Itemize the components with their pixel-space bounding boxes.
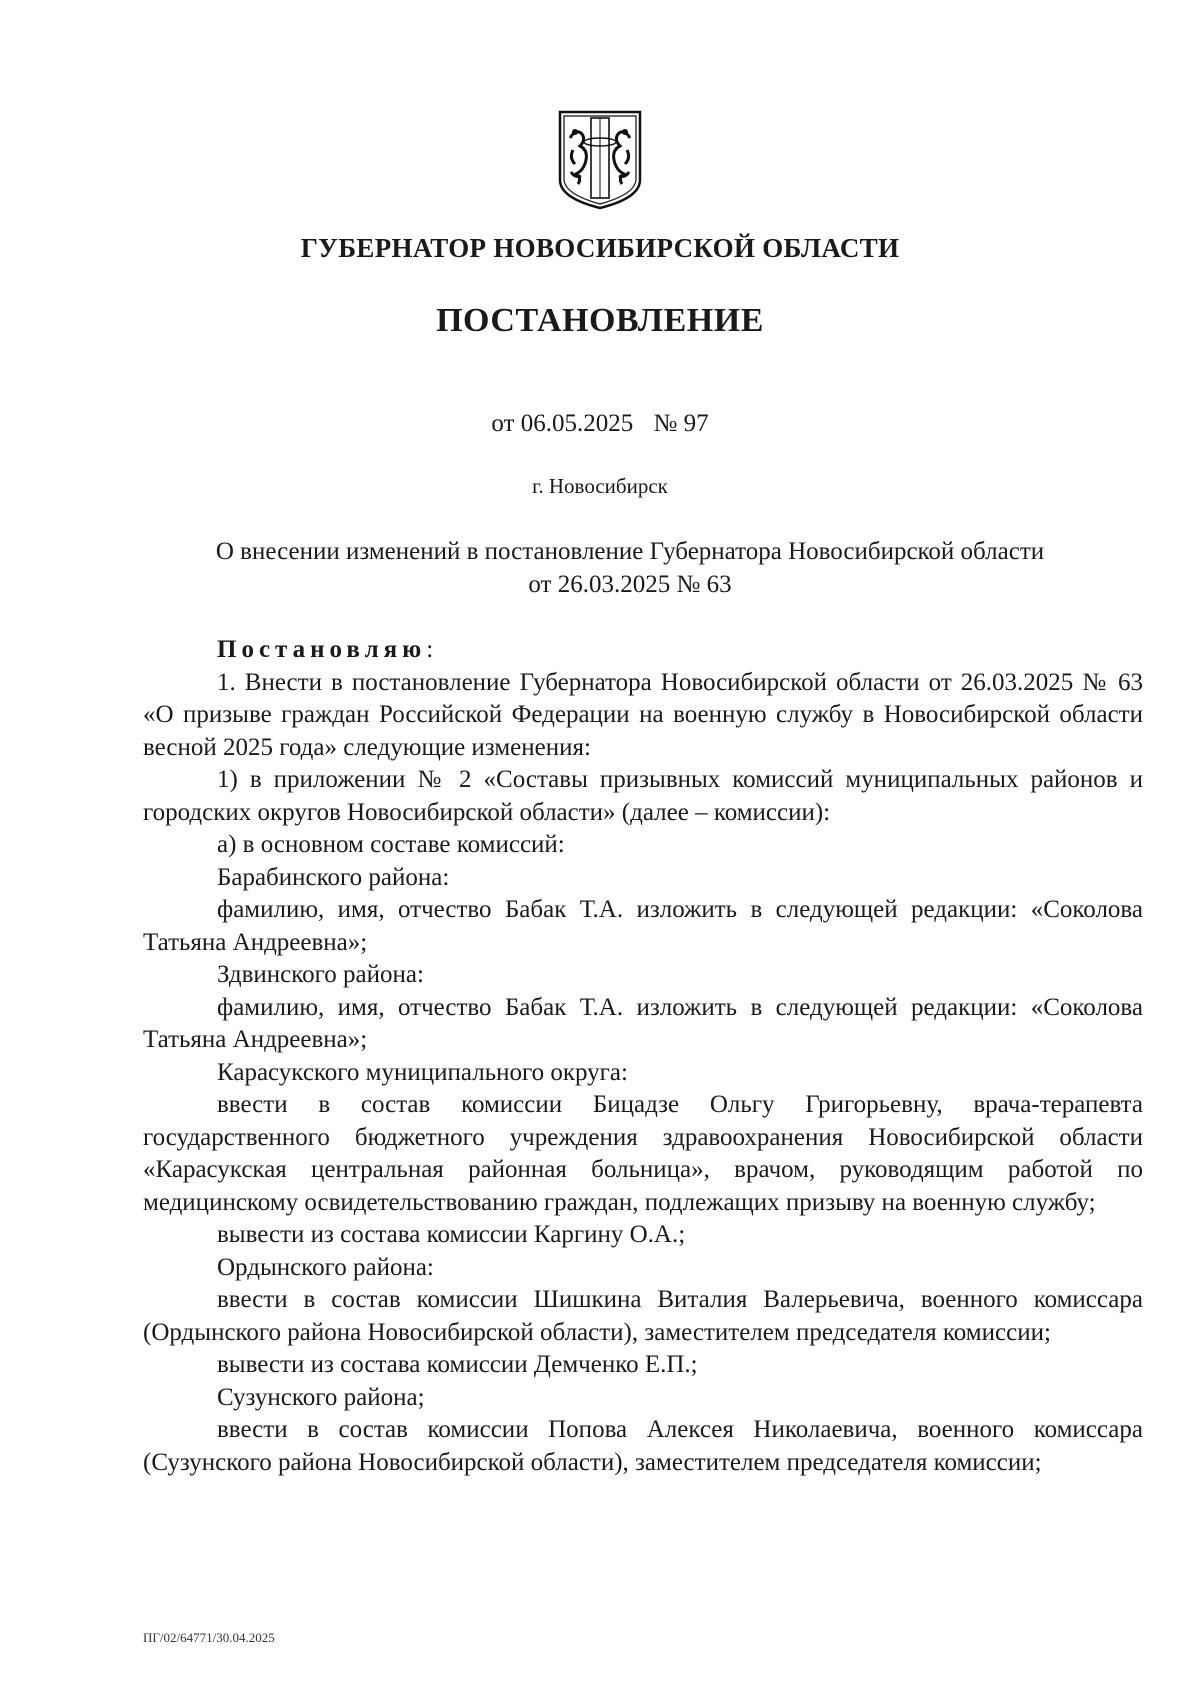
paragraph: ввести в состав комиссии Бицадзе Ольгу Григорьевну, врача-терапевта государственного бюджетного учреждения здравоохранения Новосибирской области «Карасукская центральная районная больница», врачом, руководящим работой по медицинскому освидетельствованию граждан, подлежащих призыву на военную службу; [143, 1091, 1143, 1216]
paragraph: ввести в состав комиссии Попова Алексея Николаевича, военного комиссара (Сузунского района Новосибирской области), заместителем председателя комиссии; [143, 1416, 1143, 1476]
resolve-line [143, 634, 1143, 667]
resolve-colon: : [426, 636, 434, 663]
date-prefix: от [491, 410, 515, 437]
paragraph: Карасукского муниципального округа: [217, 1058, 628, 1086]
paragraph: ввести в состав комиссии Шишкина Виталия Валерьевича, военного комиссара (Ордынского района Новосибирской области), заместителем председателя комиссии; [143, 1286, 1143, 1346]
paragraph: Барабинского района: [217, 863, 450, 891]
date-and-number [0, 410, 1200, 438]
document-type: ПОСТАНОВЛЕНИЕ [436, 302, 764, 339]
footer-code: ПГ/02/64771/30.04.2025 [143, 1630, 275, 1645]
resolve-word: Постановляю [217, 636, 427, 663]
paragraph: 1. Внести в постановление Губернатора Новосибирской области от 26.03.2025 № 63 «О призыве граждан Российской Федерации на военную службу в Новосибирской области весной 2025 года» следующие изменения: [143, 668, 1143, 761]
paragraph: 1) в приложении № 2 «Составы призывных комиссий муниципальных районов и городских округов Новосибирской области» (далее – комиссии): [143, 766, 1143, 826]
document-date: 06.05.2025 [520, 410, 634, 437]
document-body [143, 634, 1143, 1479]
paragraph: Сузунского района; [217, 1383, 425, 1411]
issuing-authority: ГУБЕРНАТОР НОВОСИБИРСКОЙ ОБЛАСТИ [300, 233, 900, 263]
paragraph: фамилию, имя, отчество Бабак Т.А. изложить в следующей редакции: «Соколова Татьяна Андреевна»; [143, 896, 1143, 956]
title-line-2: от 26.03.2025 № 63 [528, 571, 732, 598]
city: г. Новосибирск [532, 474, 668, 498]
title-line-1: О внесении изменений в постановление Губернатора Новосибирской области [215, 538, 1045, 565]
paragraph: вывести из состава комиссии Демченко Е.П.; [217, 1351, 698, 1378]
paragraph: а) в основном составе комиссий: [217, 831, 565, 858]
paragraph: вывести из состава комиссии Каргину О.А.; [217, 1221, 686, 1248]
paragraph: фамилию, имя, отчество Бабак Т.А. изложить в следующей редакции: «Соколова Татьяна Андреевна»; [143, 993, 1143, 1053]
document-number: № 97 [653, 410, 709, 437]
paragraph: Ордынского района: [217, 1253, 434, 1281]
paragraph: Здвинского района: [217, 961, 424, 988]
document-title [140, 535, 1120, 601]
